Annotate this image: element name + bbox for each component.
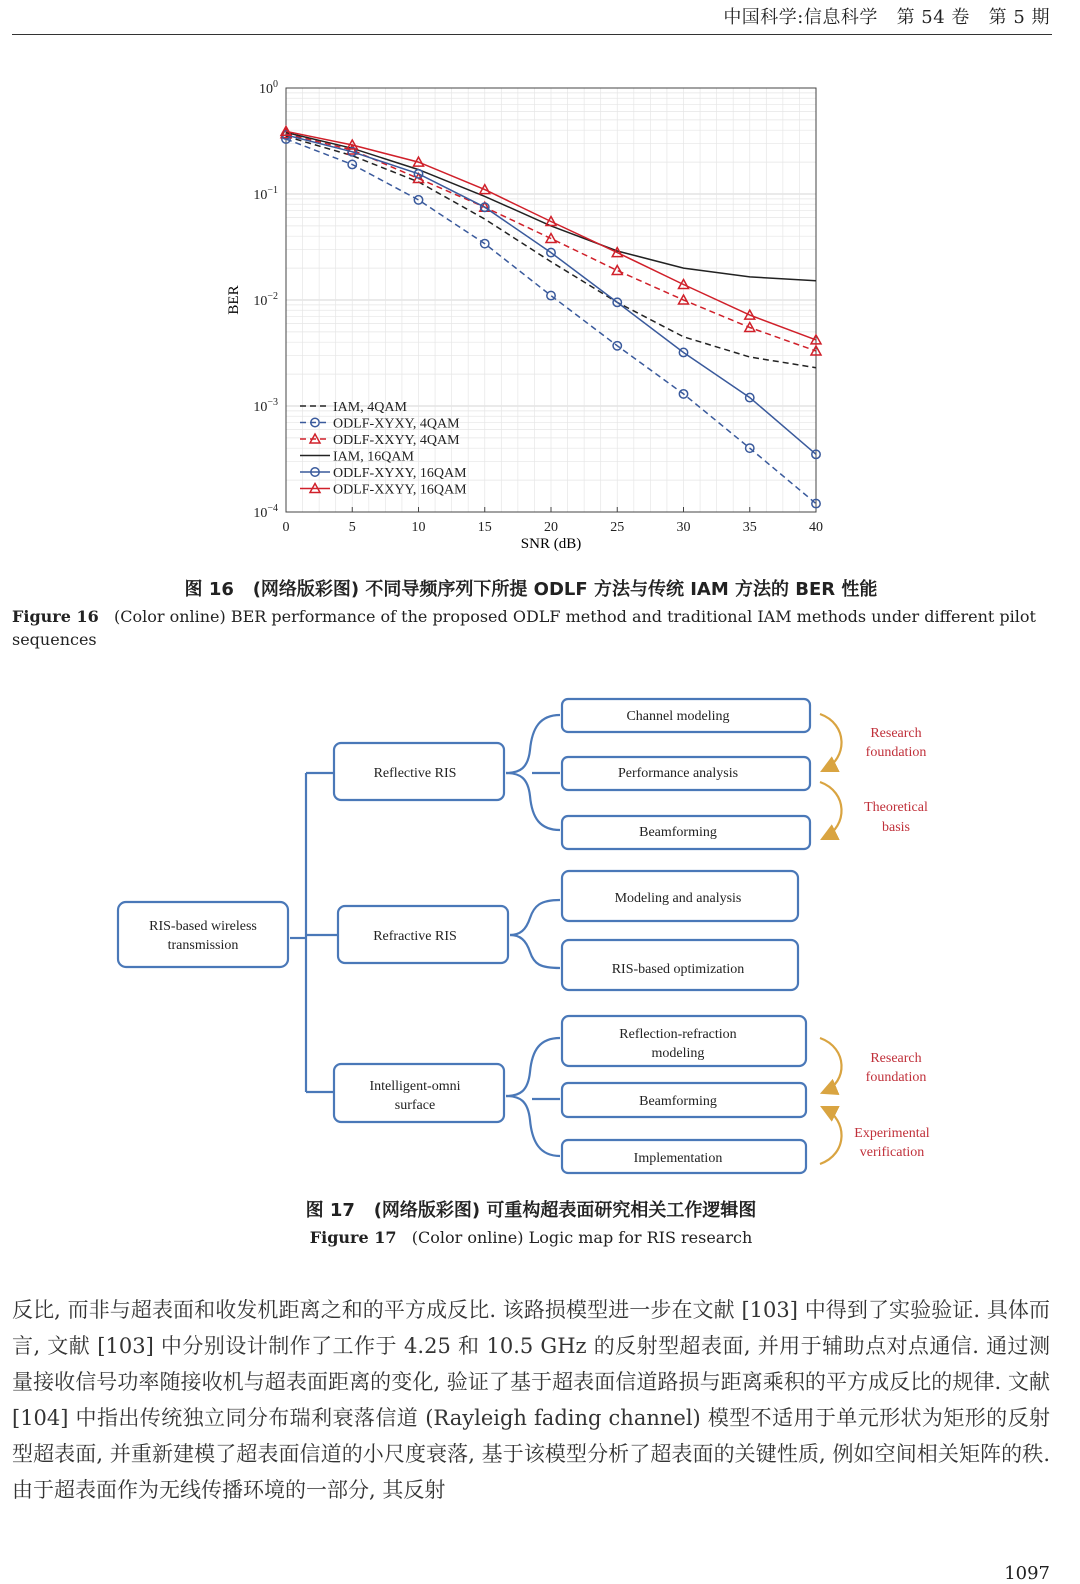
- y-axis-label: BER: [226, 285, 242, 315]
- legend-entry: [300, 483, 467, 498]
- legend-label: ODLF-XYXY, 4QAM: [333, 416, 460, 432]
- y-tick-label: $10^{-3}$: [253, 397, 278, 415]
- figure17-label-en: Figure 17: [309, 1228, 397, 1247]
- legend-label: IAM, 16QAM: [333, 449, 414, 465]
- chart-legend: [300, 400, 467, 498]
- y-tick-label: $10^{-4}$: [253, 503, 278, 521]
- research-foundation-2-line2: foundation: [865, 1070, 927, 1085]
- research-foundation-1-line2: foundation: [865, 745, 927, 760]
- figure16-label-cn: 图 16: [184, 579, 234, 600]
- root-box: [118, 902, 288, 967]
- root-label-2: transmission: [167, 938, 239, 953]
- experimental-verification-line2: verification: [859, 1145, 925, 1160]
- research-foundation-2-line1: Research: [870, 1051, 922, 1066]
- journal-name: 中国科学:信息科学: [723, 7, 878, 28]
- page-number: 1097: [1004, 1563, 1050, 1584]
- beamforming-1-label: Beamforming: [639, 825, 717, 840]
- theoretical-basis-line2: basis: [882, 820, 910, 835]
- x-tick-label: 25: [610, 520, 625, 535]
- arrow-research-foundation-1: [820, 714, 842, 770]
- x-tick-label: 15: [477, 520, 492, 535]
- figure16-caption-en: [12, 605, 1052, 651]
- x-tick-label: 35: [742, 520, 757, 535]
- omni-label-1: Intelligent-omni: [369, 1079, 461, 1094]
- legend-label: ODLF-XXYY, 4QAM: [333, 433, 460, 448]
- legend-entry: [300, 433, 460, 448]
- annotation-arrows: [820, 714, 842, 1164]
- figure17-text-en: (Color online) Logic map for RIS research: [411, 1228, 753, 1247]
- performance-analysis-label: Performance analysis: [617, 766, 739, 781]
- x-axis-label: SNR (dB): [520, 536, 582, 552]
- y-tick-label: $10^0$: [259, 79, 278, 97]
- running-header: [12, 0, 1052, 35]
- ris-optimization-label: RIS-based optimization: [611, 962, 745, 977]
- y-tick-label: $10^{-2}$: [253, 291, 278, 309]
- body-paragraph: 反比, 而非与超表面和收发机距离之和的平方成反比. 该路损模型进一步在文献 [103] 中得到了实验验证. 具体而言, 文献 [103] 中分别设计制作了工作于 4.25 和 10.5 GHz 的反射型超表面, 并用于辅助点对点通信. 通过测量接收信号功率随接收机与超表面距离的变化, 验证了基于超表面信道路损与距离乘积的平方成反比的规律. 文献 [104] 中指出传统独立同分布瑞利衰落信道 (Rayleigh fading channel) 模型不适用于单元形状为矩形的反射型超表面, 并重新建模了超表面信道的小尺度衰落, 基于该模型分析了超表面的关键性质, 例如空间相关矩阵的秩. 由于超表面作为无线传播环境的一部分, 其反射: [12, 1298, 1050, 1502]
- figure17-text-cn: (网络版彩图) 可重构超表面研究相关工作逻辑图: [373, 1200, 757, 1221]
- legend-entry: [300, 450, 414, 465]
- x-tick-label: 0: [282, 520, 290, 535]
- x-tick-label: 40: [809, 520, 823, 535]
- figure17-label-cn: 图 17: [305, 1200, 355, 1221]
- refl-refr-label-1: Reflection-refraction: [619, 1027, 737, 1042]
- reflective-label: Reflective RIS: [373, 766, 457, 781]
- figure16-text-cn: (网络版彩图) 不同导频序列下所提 ODLF 方法与传统 IAM 方法的 BER 性能: [252, 579, 878, 600]
- figure16-caption-cn: [0, 575, 1062, 601]
- header-text: [723, 3, 1050, 29]
- root-label-1: RIS-based wireless: [149, 919, 257, 934]
- figure16-text-en: (Color online) BER performance of the proposed ODLF method and traditional IAM methods under different pilot sequences: [12, 607, 1036, 649]
- implementation-label: Implementation: [633, 1151, 723, 1166]
- legend-label: ODLF-XYXY, 16QAM: [333, 466, 467, 481]
- ber-chart: [220, 78, 840, 558]
- experimental-verification-line1: Experimental: [854, 1126, 930, 1141]
- refl-refr-label-2: modeling: [651, 1046, 705, 1061]
- arrow-experimental-verification: [820, 1108, 842, 1164]
- arrow-research-foundation-2: [820, 1038, 842, 1092]
- legend-entry: [300, 400, 407, 415]
- omni-label-2: surface: [394, 1098, 436, 1113]
- x-tick-label: 20: [544, 520, 558, 535]
- y-tick-label: $10^{-1}$: [253, 185, 278, 203]
- arrow-theoretical-basis: [820, 782, 842, 838]
- research-foundation-1-line1: Research: [870, 726, 922, 741]
- x-tick-label: 5: [348, 520, 356, 535]
- modeling-analysis-label: Modeling and analysis: [614, 891, 742, 906]
- figure17-caption-en: [0, 1226, 1062, 1249]
- x-tick-label: 10: [411, 520, 426, 535]
- legend-label: ODLF-XXYY, 16QAM: [333, 482, 467, 498]
- legend-entry: [300, 466, 467, 481]
- figure17-caption-cn: [0, 1196, 1062, 1222]
- issue-number: 第 5 期: [988, 7, 1050, 28]
- volume-number: 第 54 卷: [896, 7, 970, 28]
- x-tick-label: 30: [676, 520, 691, 535]
- figure16-label-en: Figure 16: [12, 607, 99, 626]
- ris-logic-map: [0, 680, 1080, 1180]
- beamforming-2-label: Beamforming: [639, 1094, 717, 1109]
- channel-modeling-label: Channel modeling: [626, 709, 730, 724]
- legend-label: IAM, 4QAM: [333, 400, 407, 415]
- theoretical-basis-line1: Theoretical: [864, 800, 928, 815]
- refractive-label: Refractive RIS: [373, 929, 457, 944]
